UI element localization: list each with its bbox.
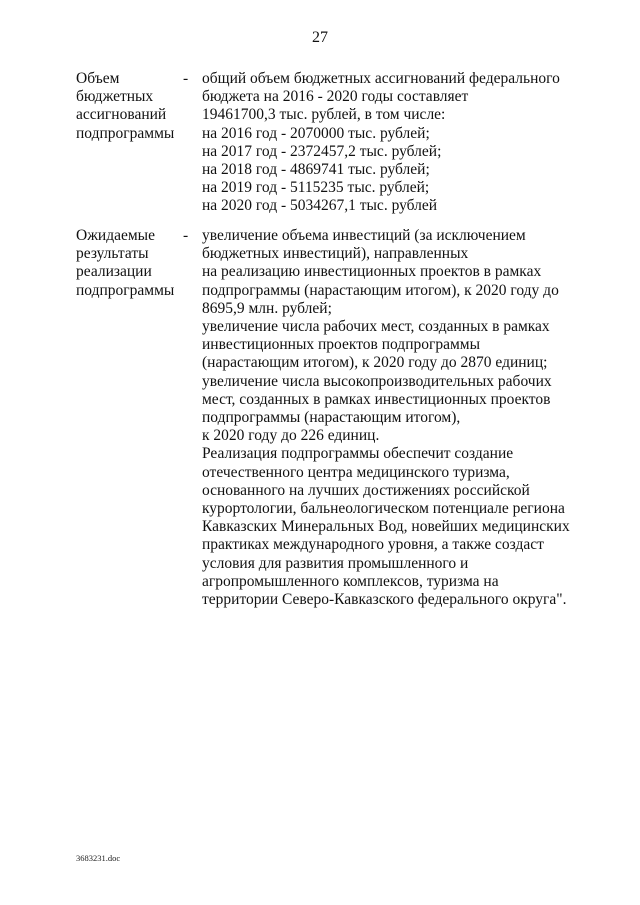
label-line: бюджетных: [76, 88, 154, 106]
content-line: агропромышленного комплексов, туризма на: [202, 572, 499, 590]
content-line: условия для развития промышленного и: [202, 554, 469, 572]
content-line: мест, созданных в рамках инвестиционных проектов: [202, 390, 551, 408]
content-line: увеличение объема инвестиций (за исключением: [202, 227, 526, 244]
content-line: 8695,9 млн. рублей;: [202, 299, 332, 317]
content-line: практиках международного уровня, а также создаст: [202, 536, 544, 554]
content-line: территории Северо-Кавказского федерального округа".: [202, 591, 567, 609]
content-line: инвестиционных проектов подпрограммы: [202, 336, 481, 354]
label-line: Ожидаемые: [76, 227, 155, 244]
content-line: на 2017 год - 2372457,2 тыс. рублей;: [202, 142, 442, 160]
label-line: ассигнований: [76, 106, 167, 124]
page-number: 27: [312, 29, 328, 46]
content-line: (нарастающим итогом), к 2020 году до 2870 единиц;: [202, 354, 548, 372]
content-line: подпрограммы (нарастающим итогом), к 2020 году до: [202, 281, 559, 299]
content-line: 19461700,3 тыс. рублей, в том числе:: [202, 106, 446, 124]
label-line: подпрограммы: [76, 124, 175, 142]
label-line: реализации: [76, 263, 152, 281]
content-line: курортологии, бальнеологическом потенциале региона: [202, 500, 565, 518]
content-line: подпрограммы (нарастающим итогом),: [202, 409, 461, 427]
content-line: Реализация подпрограммы обеспечит создание: [202, 445, 514, 463]
label-line: Объем: [76, 70, 120, 87]
row-dash: -: [183, 70, 189, 87]
content-line: на 2018 год - 4869741 тыс. рублей;: [202, 161, 430, 179]
content-line: на 2016 год - 2070000 тыс. рублей;: [202, 124, 430, 142]
budget-allocations-label: [76, 70, 189, 143]
content-line: основанного на лучших достижениях российской: [202, 481, 530, 499]
expected-results-content: [202, 227, 602, 609]
content-line: общий объем бюджетных ассигнований федерального: [202, 70, 560, 87]
label-line: результаты: [76, 245, 149, 263]
content-line: к 2020 году до 226 единиц.: [202, 427, 380, 445]
content-line: увеличение числа рабочих мест, созданных в рамках: [202, 318, 550, 336]
content-line: отечественного центра медицинского туризма,: [202, 463, 510, 481]
document-file-code: 3683231.doc: [76, 853, 121, 863]
content-line: на реализацию инвестиционных проектов в рамках: [202, 263, 542, 281]
content-line: на 2020 год - 5034267,1 тыс. рублей: [202, 197, 438, 215]
budget-allocations-content: [202, 70, 602, 216]
content-line: увеличение числа высокопроизводительных рабочих: [202, 372, 552, 390]
expected-results-label: [76, 227, 189, 300]
label-line: подпрограммы: [76, 281, 175, 299]
content-line: на 2019 год - 5115235 тыс. рублей;: [202, 179, 430, 197]
content-line: Кавказских Минеральных Вод, новейших медицинских: [202, 518, 570, 536]
row-dash: -: [183, 227, 189, 244]
content-line: бюджета на 2016 - 2020 годы составляет: [202, 88, 469, 106]
content-line: бюджетных инвестиций), направленных: [202, 245, 469, 263]
